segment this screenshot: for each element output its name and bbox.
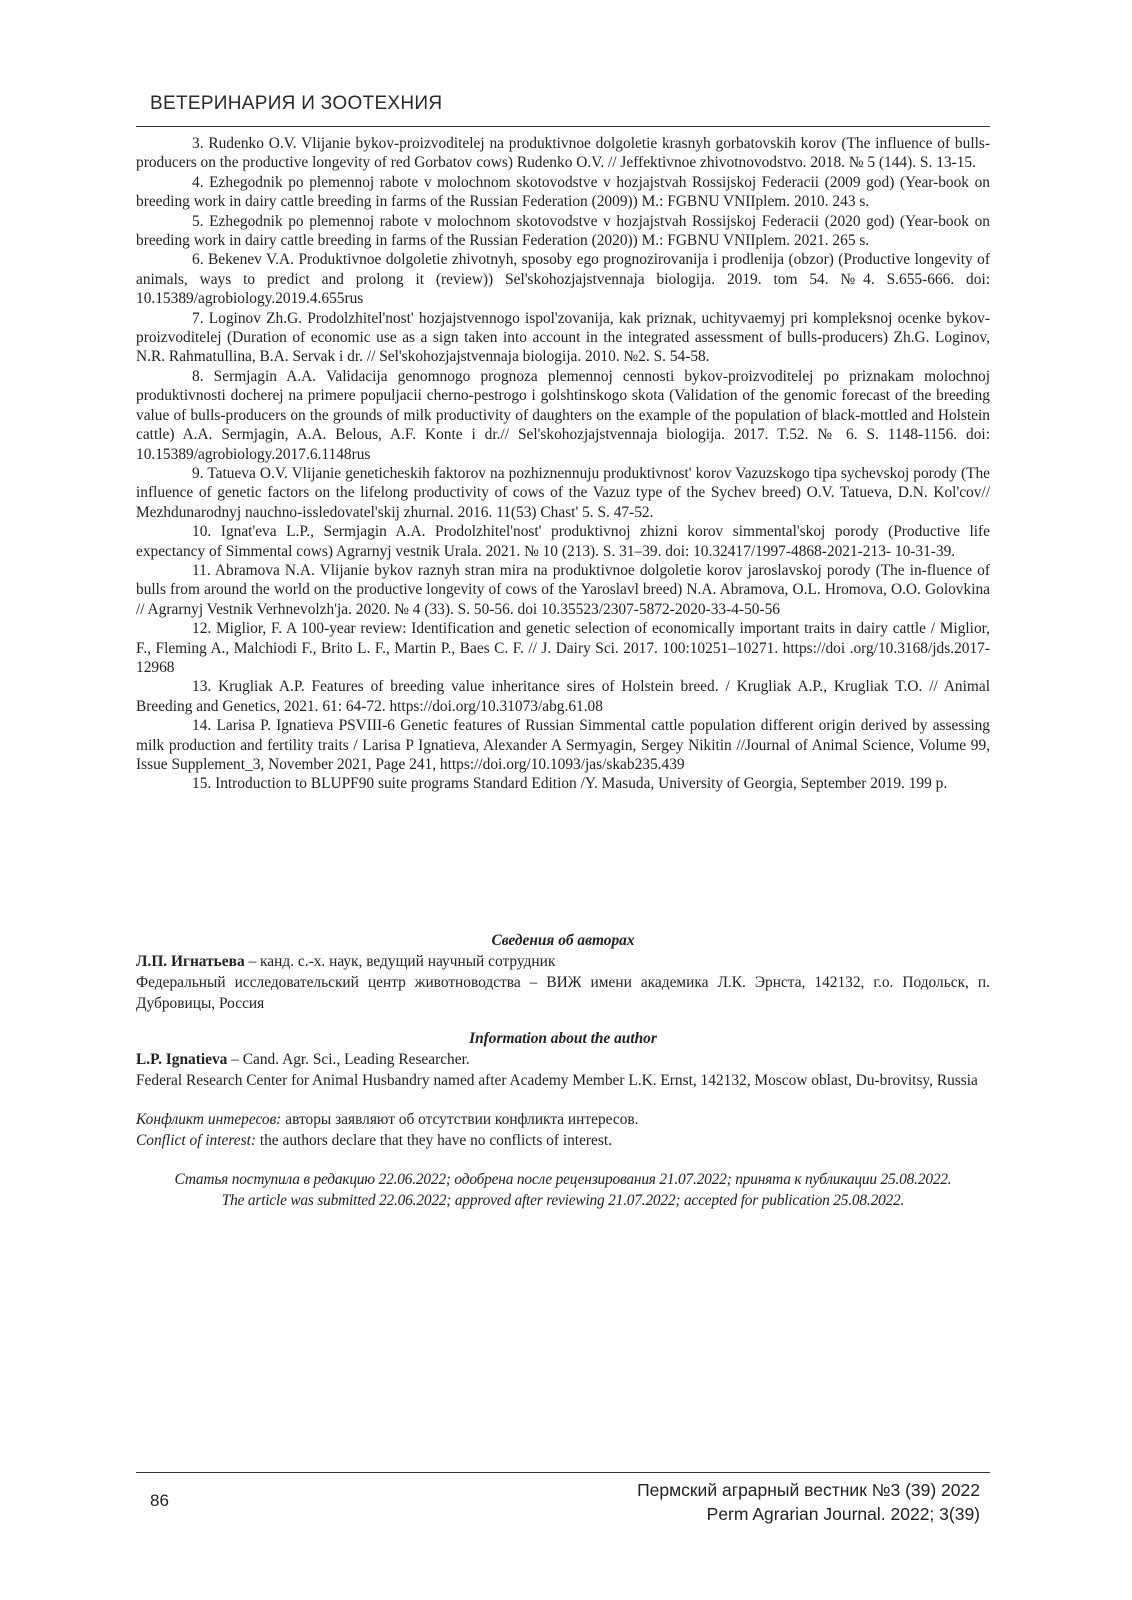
reference-item: 3. Rudenko O.V. Vlijanie bykov-proizvoditelej na produktivnoe dolgoletie krasnyh gorbatovskih korov (The influence of bulls-producers on the productive longevity of red Gorbatov cows) Rudenko O.V. // Jeffektivnoe zhivotnovodstvo. 2018. № 5 (144). S. 13-15. <box>136 135 990 172</box>
conflict-label-en: Conflict of interest: <box>136 1132 256 1149</box>
journal-name-ru: Пермский аграрный вестник №3 (39) 2022 <box>637 1480 980 1500</box>
reference-item: 8. Sermjagin A.A. Validacija genomnogo prognoza plemennoj cennosti bykov-proizvoditelej po priznakam molochnoj produktivnosti docherej na primere populjacii cherno-pestrogo i golshtinskogo skota (Validation of the genomic forecast of the breeding value of bulls-producers on the grounds of milk productivity of daughters on the example of the population of black-mottled and Holstein cattle) A.A. Sermjagin, A.A. Belous, A.F. Konte i dr.// Sel'skohozjajstvennaja biologija. 2017. T.52. № 6. S. 1148-1156. doi: 10.15389/agrobiology.2017.6.1148rus <box>136 367 990 463</box>
conflict-text-ru: авторы заявляют об отсутствии конфликта интересов. <box>281 1111 639 1128</box>
reference-item: 7. Loginov Zh.G. Prodolzhitel'nost' hozjajstvennogo ispol'zovanija, kak priznak, uchityvaemyj pri kompleksnoj ocenke bykov-proizvoditelej (Duration of economic use as a sign taken into account in the integrated assessment of bulls-producers) Zh.G. Loginov, N.R. Rahmatullina, B.A. Servak i dr. // Sel'skohozjajstvennaja biologija. 2010. №2. S. 54-58. <box>136 309 990 366</box>
author-position-ru: – канд. с.-х. наук, ведущий научный сотрудник <box>244 953 556 970</box>
reference-item: 15. Introduction to BLUPF90 suite programs Standard Edition /Y. Masuda, University of Georgia, September 2019. 199 p. <box>192 775 948 793</box>
running-header: ВЕТЕРИНАРИЯ И ЗООТЕХНИЯ <box>150 93 443 114</box>
reference-list <box>136 134 990 794</box>
reference-item: 11. Abramova N.A. Vlijanie bykov raznyh stran mira na produktivnoe dolgoletie korov jaroslavskoj porody (The in-fluence of bulls from around the world on the productive longevity of cows of the Yaroslavl breed) N.A. Abramova, O.L. Hromova, O.O. Golovkina // Agrarnyj Vestnik Verhnevolzh'ja. 2020. № 4 (33). S. 50-56. doi 10.35523/2307-5872-2020-33-4-50-56 <box>136 561 990 618</box>
conflict-text-en: the authors declare that they have no conflicts of interest. <box>255 1132 612 1149</box>
authors-heading-en: Information about the author <box>469 1030 657 1047</box>
author-position-en: – Cand. Agr. Sci., Leading Researcher. <box>227 1051 470 1068</box>
author-name-ru: Л.П. Игнатьева <box>136 953 245 970</box>
author-info-section <box>136 930 990 1211</box>
author-name-line-ru <box>136 951 990 972</box>
author-affiliation-en: Federal Research Center for Animal Husbandry named after Academy Member L.K. Ernst, 142132, Moscow oblast, Du-brovitsy, Russia <box>136 1072 978 1089</box>
reference-item: 10. Ignat'eva L.P., Sermjagin A.A. Prodolzhitel'nost' produktivnoj zhizni korov simmental'skoj porody (Productive life expectancy of Simmental cows) Agrarnyj vestnik Urala. 2021. № 10 (213). S. 31–39. doi: 10.32417/1997-4868-2021-213- 10-31-39. <box>136 523 990 560</box>
conflict-statement-en <box>136 1130 990 1151</box>
conflict-label-ru: Конфликт интересов: <box>136 1111 282 1128</box>
reference-item: 5. Ezhegodnik po plemennoj rabote v molochnom skotovodstve v hozjajstvah Rossijskoj Federacii (2020 god) (Year-book on breeding work in dairy cattle breeding in farms of the Russian Federation (2020)) M.: FGBNU VNIIplem. 2021. 265 s. <box>136 212 990 250</box>
author-name-line-en <box>136 1049 990 1070</box>
page-number: 86 <box>150 1491 169 1510</box>
author-name-en: L.P. Ignatieva <box>136 1051 228 1068</box>
reference-item: 9. Tatueva O.V. Vlijanie geneticheskih faktorov na pozhiznennuju produktivnost' korov Vazuzskogo tipa sychevskoj porody (The influence of genetic factors on the lifelong productivity of cows of the Vazuz type of the Sychev breed) O.V. Tatueva, D.N. Kol'cov// Mezhdunarodnyj nauchno-issledovatel'skij zhurnal. 2016. 11(53) Chast' 5. S. 47-52. <box>136 464 990 521</box>
header-divider <box>136 126 990 127</box>
authors-heading-ru: Сведения об авторах <box>491 932 635 949</box>
journal-citation <box>637 1478 980 1526</box>
reference-item: 13. Krugliak A.P. Features of breeding value inheritance sires of Holstein breed. / Krugliak A.P., Krugliak T.O. // Animal Breeding and Genetics, 2021. 61: 64-72. https://doi.org/10.31073/abg.61.08 <box>136 678 990 715</box>
reference-item: 4. Ezhegodnik po plemennoj rabote v molochnom skotovodstve v hozjajstvah Rossijskoj Federacii (2009 god) (Year-book on breeding work in dairy cattle breeding in farms of the Russian Federation (2009)) M.: FGBNU VNIIplem. 2010. 243 s. <box>136 173 990 211</box>
footer-divider <box>136 1472 990 1473</box>
reference-item: 12. Miglior, F. A 100-year review: Identification and genetic selection of economically important traits in dairy cattle / Miglior, F., Fleming A., Malchiodi F., Brito L. F., Martin P., Baes C. F. // J. Dairy Sci. 2017. 100:10251–10271. https://doi .org/10.3168/jds.2017-12968 <box>136 620 990 676</box>
reference-item: 14. Larisa P. Ignatieva PSVIII-6 Genetic features of Russian Simmental cattle population different origin derived by assessing milk production and fertility traits / Larisa P Ignatieva, Alexander A Sermyagin, Sergey Nikitin //Journal of Animal Science, Volume 99, Issue Supplement_3, November 2021, Page 241, https://doi.org/10.1093/jas/skab235.439 <box>136 717 990 773</box>
journal-name-en: Perm Agrarian Journal. 2022; 3(39) <box>706 1504 980 1524</box>
submission-dates-ru: Статья поступила в редакцию 22.06.2022; одобрена после рецензирования 21.07.2022; принята к публикации 25.08.2022. <box>174 1171 952 1188</box>
conflict-statement-ru <box>136 1109 990 1130</box>
author-affiliation-ru: Федеральный исследовательский центр животноводства – ВИЖ имени академика Л.К. Эрнста, 142132, г.о. Подольск, п. Дубровицы, Россия <box>136 974 990 1012</box>
reference-item: 6. Bekenev V.A. Produktivnoe dolgoletie zhivotnyh, sposoby ego prognozirovanija i prodlenija (obzor) (Productive longevity of animals, ways to predict and prolong it (review)) Sel'skohozjajstvennaja biologija. 2019. tom 54. №4. S.655-666. doi: 10.15389/agrobiology.2019.4.655rus <box>136 251 990 308</box>
submission-dates-en: The article was submitted 22.06.2022; approved after reviewing 21.07.2022; accepted for publication 25.08.2022. <box>221 1192 905 1209</box>
